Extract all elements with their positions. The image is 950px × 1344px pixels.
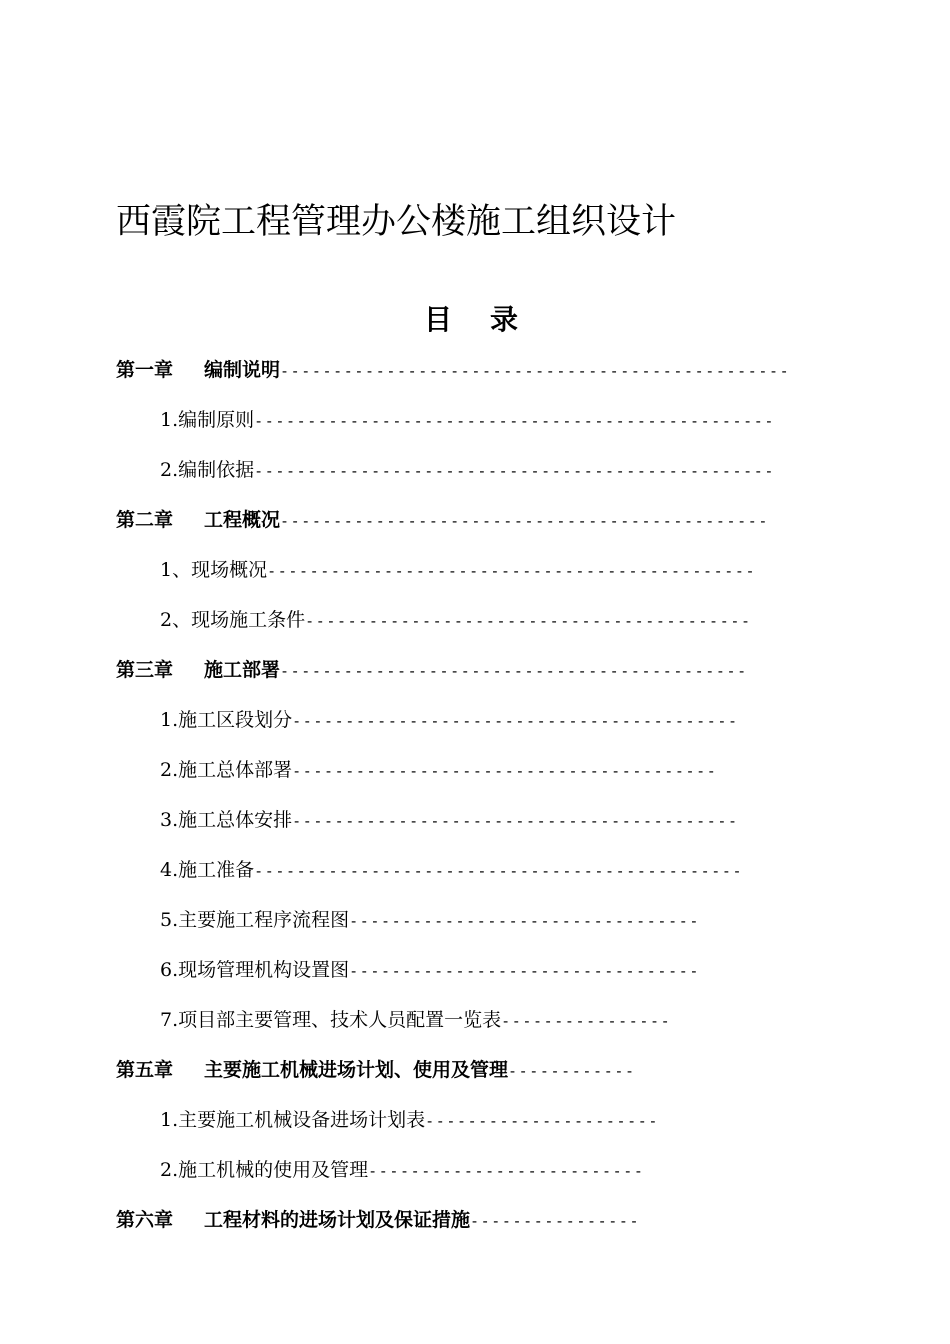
section-title: 2.编制依据 <box>160 459 255 481</box>
chapter-title: 施工部署 <box>204 659 281 681</box>
chapter-number: 第一章 <box>116 359 174 381</box>
dot-leader: ------------------------------------------------ <box>280 362 791 380</box>
toc-section-3-4[interactable] <box>0 850 950 900</box>
toc-section-3-7[interactable] <box>0 1000 950 1050</box>
dot-leader: ---------------------------------------------- <box>280 512 770 530</box>
toc-section-1-2[interactable] <box>0 450 950 500</box>
section-title: 1.主要施工机械设备进场计划表 <box>160 1109 426 1131</box>
toc-chapter-5[interactable] <box>0 1050 950 1100</box>
chapter-title: 工程概况 <box>204 509 281 531</box>
section-title: 2、现场施工条件 <box>160 609 306 631</box>
dot-leader: ---------------- <box>470 1212 641 1230</box>
chapter-title: 编制说明 <box>204 359 281 381</box>
dot-leader: ------------------------------------------ <box>292 712 739 730</box>
toc-section-2-2[interactable] <box>0 600 950 650</box>
toc-section-2-1[interactable] <box>0 550 950 600</box>
dot-leader: ------------------------------------------ <box>292 812 739 830</box>
section-title: 6.现场管理机构设置图 <box>160 959 350 981</box>
toc-section-1-1[interactable] <box>0 400 950 450</box>
dot-leader: --------------------------------- <box>349 912 700 930</box>
toc-section-5-1[interactable] <box>0 1100 950 1150</box>
dot-leader: ------------ <box>508 1062 636 1080</box>
dot-leader: -------------------------------------------- <box>280 662 748 680</box>
toc-section-3-2[interactable] <box>0 750 950 800</box>
toc-heading <box>424 300 518 340</box>
section-title: 1.施工区段划分 <box>160 709 293 731</box>
dot-leader: -------------------------- <box>368 1162 645 1180</box>
section-title: 1、现场概况 <box>160 559 268 581</box>
dot-leader: ---------------------------------------------- <box>267 562 757 580</box>
chapter-title: 工程材料的进场计划及保证措施 <box>204 1209 471 1231</box>
chapter-number: 第三章 <box>116 659 174 681</box>
section-title: 3.施工总体安排 <box>160 809 293 831</box>
section-title: 2.施工总体部署 <box>160 759 293 781</box>
chapter-title: 主要施工机械进场计划、使用及管理 <box>204 1059 509 1081</box>
chapter-number: 第五章 <box>116 1059 174 1081</box>
toc-heading-char-2: 录 <box>490 303 519 336</box>
section-title: 7.项目部主要管理、技术人员配置一览表 <box>160 1009 502 1031</box>
section-title: 5.主要施工程序流程图 <box>160 909 350 931</box>
toc-chapter-1[interactable] <box>0 350 950 400</box>
dot-leader: ------------------------------------------ <box>305 612 752 630</box>
dot-leader: ---------------------- <box>425 1112 660 1130</box>
section-title: 4.施工准备 <box>160 859 255 881</box>
chapter-number: 第二章 <box>116 509 174 531</box>
toc-section-5-2[interactable] <box>0 1150 950 1200</box>
toc-chapter-2[interactable] <box>0 500 950 550</box>
chapter-number: 第六章 <box>116 1209 174 1231</box>
toc-chapter-6[interactable] <box>0 1200 950 1250</box>
dot-leader: ---------------- <box>501 1012 672 1030</box>
dot-leader: ---------------------------------------- <box>292 762 718 780</box>
toc-section-3-3[interactable] <box>0 800 950 850</box>
table-of-contents <box>0 350 950 1250</box>
section-title: 1.编制原则 <box>160 409 255 431</box>
toc-section-3-1[interactable] <box>0 700 950 750</box>
document-title: 西霞院工程管理办公楼施工组织设计 <box>116 202 677 242</box>
toc-section-3-6[interactable] <box>0 950 950 1000</box>
dot-leader: ---------------------------------------------- <box>254 862 744 880</box>
dot-leader: --------------------------------- <box>349 962 700 980</box>
dot-leader: ------------------------------------------------- <box>254 412 776 430</box>
section-title: 2.施工机械的使用及管理 <box>160 1159 369 1181</box>
dot-leader: ------------------------------------------------- <box>254 462 776 480</box>
toc-chapter-3[interactable] <box>0 650 950 700</box>
toc-section-3-5[interactable] <box>0 900 950 950</box>
toc-heading-char-1: 目 <box>424 303 453 336</box>
